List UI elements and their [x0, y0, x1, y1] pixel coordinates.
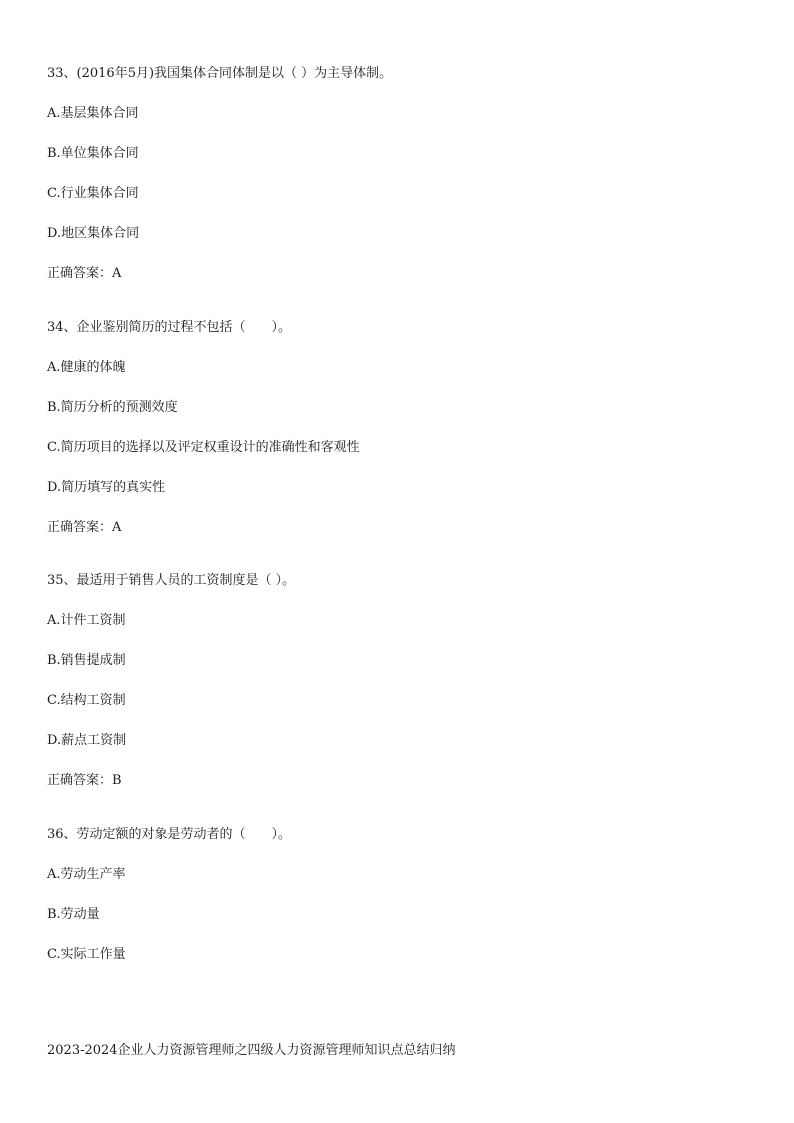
option-b: B.单位集体合同: [47, 146, 139, 161]
option-a: A.健康的体魄: [47, 360, 126, 375]
question-36: [47, 827, 747, 987]
option-b: B.销售提成制: [47, 653, 126, 668]
question-34: [47, 320, 747, 536]
option-a: A.劳动生产率: [47, 867, 126, 882]
option-d: D.地区集体合同: [47, 226, 140, 241]
option-a: A.计件工资制: [47, 613, 126, 628]
correct-answer: 正确答案：B: [47, 773, 122, 788]
option-a: A.基层集体合同: [47, 106, 139, 121]
question-stem: 33、(2016年5月)我国集体合同体制是以（ ）为主导体制。: [47, 66, 393, 81]
question-35: [47, 573, 747, 789]
option-b: B.简历分析的预测效度: [47, 400, 178, 415]
question-33: [47, 66, 747, 282]
option-d: D.简历填写的真实性: [47, 480, 166, 495]
question-stem: 35、最适用于销售人员的工资制度是（ ）。: [47, 573, 296, 588]
option-c: C.简历项目的选择以及评定权重设计的准确性和客观性: [47, 440, 360, 455]
option-c: C.行业集体合同: [47, 186, 139, 201]
correct-answer: 正确答案：A: [47, 266, 122, 281]
option-c: C.结构工资制: [47, 693, 126, 708]
correct-answer: 正确答案：A: [47, 520, 122, 535]
question-stem: 34、企业鉴别简历的过程不包括（ ）。: [47, 320, 292, 335]
option-c: C.实际工作量: [47, 947, 126, 962]
question-stem: 36、劳动定额的对象是劳动者的（ ）。: [47, 827, 292, 842]
option-b: B.劳动量: [47, 907, 100, 922]
option-d: D.薪点工资制: [47, 733, 127, 748]
page-footer: 2023-2024企业人力资源管理师之四级人力资源管理师知识点总结归纳: [47, 1043, 456, 1058]
